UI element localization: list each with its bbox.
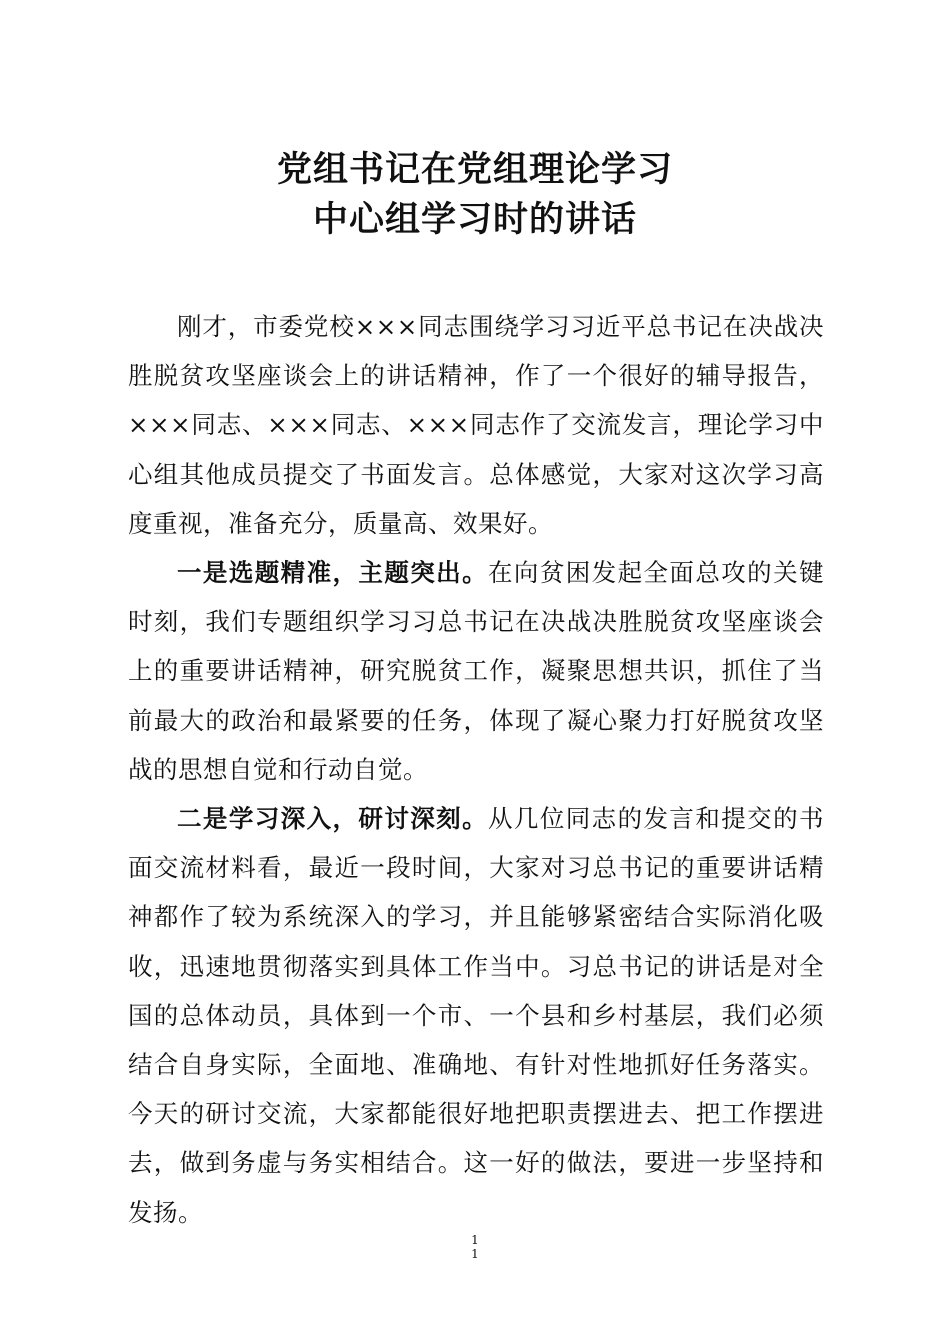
page-footer	[0, 1233, 950, 1261]
title-line-2: 中心组学习时的讲话	[312, 199, 637, 240]
paragraph-point-one	[128, 548, 824, 794]
paragraph-point-two	[128, 794, 824, 1237]
title-line-1: 党组书记在党组理论学习	[276, 149, 673, 190]
point-two-heading: 二是学习深入，研讨深刻。	[177, 804, 488, 834]
document-body	[128, 302, 824, 1237]
point-one-heading: 一是选题精准，主题突出。	[177, 558, 488, 588]
paragraph-intro: 刚才，市委党校×××同志围绕学习习近平总书记在决战决胜脱贫攻坚座谈会上的讲话精神，作了一个很好的辅导报告，×××同志、×××同志、×××同志作了交流发言，理论学习中心组其他成员提交了书面发言。总体感觉，大家对这次学习高度重视，准备充分，质量高、效果好。	[128, 312, 824, 538]
point-one-text: 在向贫困发起全面总攻的关键时刻，我们专题组织学习习总书记在决战决胜脱贫攻坚座谈会上的重要讲话精神，研究脱贫工作，凝聚思想共识，抓住了当前最大的政治和最紧要的任务，体现了凝心聚力打好脱贫攻坚战的思想自觉和行动自觉。	[128, 558, 824, 784]
point-two-text: 从几位同志的发言和提交的书面交流材料看，最近一段时间，大家对习总书记的重要讲话精神都作了较为系统深入的学习，并且能够紧密结合实际消化吸收，迅速地贯彻落实到具体工作当中。习总书记的讲话是对全国的总体动员，具体到一个市、一个县和乡村基层，我们必须结合自身实际，全面地、准确地、有针对性地抓好任务落实。今天的研讨交流，大家都能很好地把职责摆进去、把工作摆进去，做到务虚与务实相结合。这一好的做法，要进一步坚持和发扬。	[128, 804, 824, 1227]
document-title	[0, 145, 950, 245]
page-number-top: 1	[471, 1233, 479, 1247]
page-number-bottom: 1	[471, 1247, 479, 1261]
